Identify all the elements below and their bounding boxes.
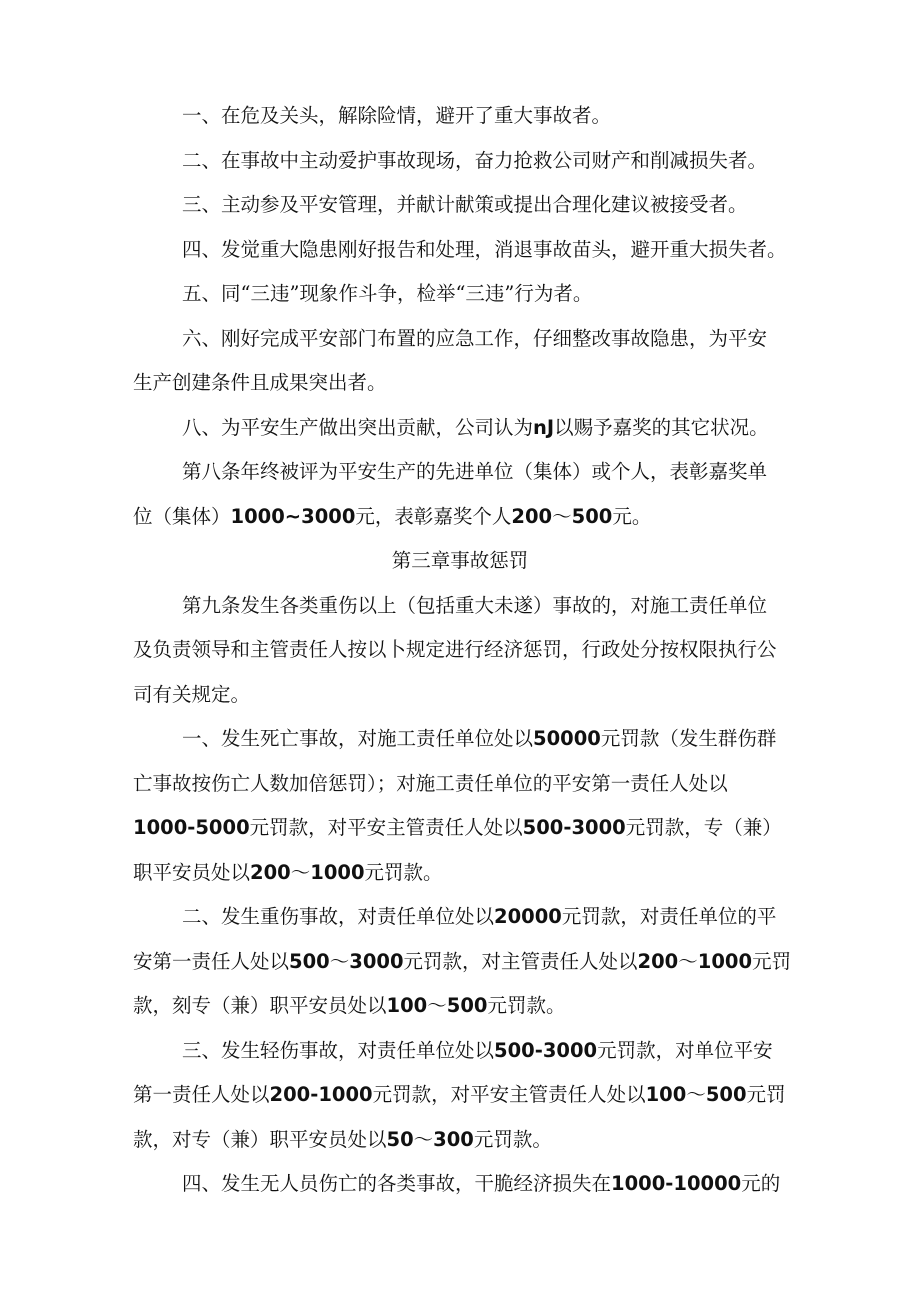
paragraph-line: 位（集体）1000~3000元，表彰嘉奖个人200～500元。 [133,505,652,528]
paragraph-line: 职平安员处以200～1000元罚款。 [133,861,443,884]
paragraph-line: 款，刻专（兼）职平安员处以100～500元罚款。 [133,994,566,1017]
paragraph-line: 款，对专（兼）职平安员处以50～300元罚款。 [133,1128,552,1151]
paragraph-line: 四、发觉重大隐患刚好报告和处理，消退事故苗头，避开重大损失者。 [182,238,787,261]
paragraph-line: 1000-5000元罚款，对平安主管责任人处以500-3000元罚款，专（兼） [133,816,782,839]
paragraph-line: 三、发生轻伤事故，对责任单位处以500-3000元罚款，对单位平安 [182,1039,773,1062]
paragraph-line: 二、在事故中主动爱护事故现场，奋力抢救公司财产和削减损失者。 [182,149,768,172]
paragraph-line: 第八条年终被评为平安生产的先进单位（集体）或个人，表彰嘉奖单 [182,460,768,483]
paragraph-line: 六、刚好完成平安部门布置的应急工作，仔细整改事故隐患，为平安 [182,327,768,350]
paragraph-line: 四、发生无人员伤亡的各类事故，干脆经济损失在1000-10000元的 [182,1172,781,1195]
paragraph-line: 第一责任人处以200-1000元罚款，对平安主管责任人处以100～500元罚 [133,1083,786,1106]
paragraph-line: 安第一责任人处以500～3000元罚款，对主管责任人处以200～1000元罚 [133,950,792,973]
paragraph-line: 司有关规定。 [133,683,251,706]
paragraph-line: 三、主动参及平安管理，并献计献策或提出合理化建议被接受者。 [182,193,748,216]
paragraph-line: 亡事故按伤亡人数加倍惩罚）；对施工责任单位的平安第一责任人处以 [133,772,728,795]
paragraph-line: 五、同“三违”现象作斗争，检举“三违”行为者。 [182,282,593,305]
paragraph-line: 一、发生死亡事故，对施工责任单位处以50000元罚款（发生群伤群 [182,727,777,750]
paragraph-line: 及负责领导和主管责任人按以卜规定进行经济惩罚，行政处分按权限执行公 [133,638,777,661]
section-heading: 第三章事故惩罚 [391,549,529,572]
paragraph-line: 二、发生重伤事故，对责任单位处以20000元罚款，对责任单位的平 [182,905,777,928]
paragraph-line: 一、在危及关头，解除险情，避开了重大事故者。 [182,104,612,127]
paragraph-line: 生产创建条件且成果突出者。 [133,371,387,394]
paragraph-line: 第九条发生各类重伤以上（包括重大未遂）事故的，对施工责任单位 [182,594,768,617]
paragraph-line: 八、为平安生产做出突出贡献，公司认为nJ以赐予嘉奖的其它状况。 [182,416,769,439]
